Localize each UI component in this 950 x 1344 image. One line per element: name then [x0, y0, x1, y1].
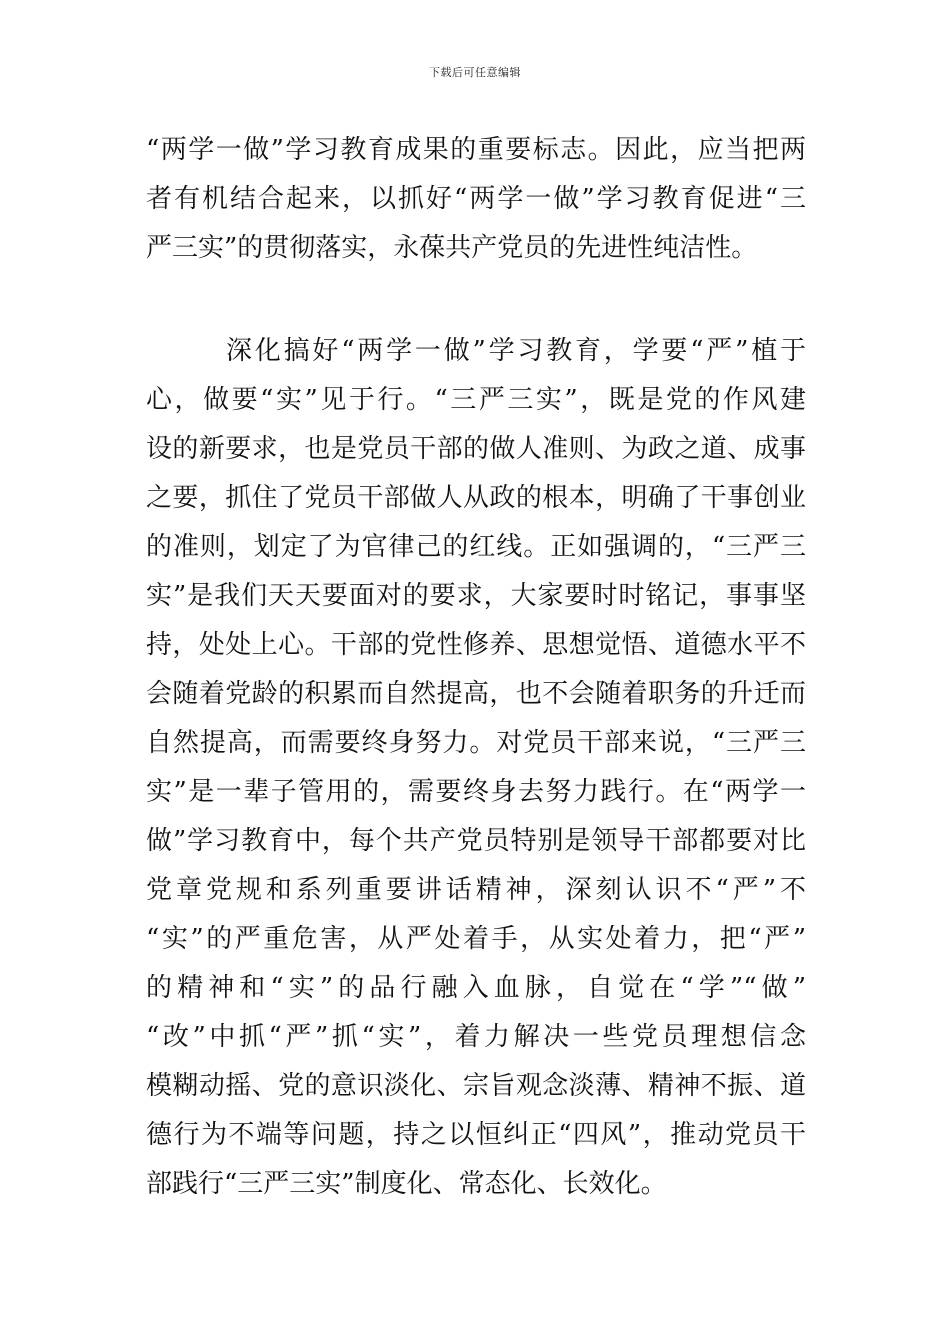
header-note: 下载后可任意编辑: [429, 66, 521, 79]
paragraph-line: 心，做要“实”见于行。“三严三实”，既是党的作风建: [146, 385, 806, 415]
paragraph-line: “改”中抓“严”抓“实”，着力解决一些党员理想信念: [146, 1022, 806, 1052]
paragraph-line: 做”学习教育中，每个共产党员特别是领导干部都要对比: [146, 826, 806, 856]
paragraph-1: [146, 126, 806, 273]
paragraph-line: 自然提高，而需要终身努力。对党员干部来说，“三严三: [146, 728, 806, 758]
paragraph-line: “两学一做”学习教育成果的重要标志。因此，应当把两: [146, 135, 806, 165]
paragraph-line: 者有机结合起来，以抓好“两学一做”学习教育促进“三: [146, 184, 806, 214]
paragraph-line: 部践行“三严三实”制度化、常态化、长效化。: [146, 1169, 667, 1199]
paragraph-line: 深化搞好“两学一做”学习教育，学要“严”植于: [226, 336, 806, 366]
paragraph-line: 德行为不端等问题，持之以恒纠正“四风”，推动党员干: [146, 1120, 806, 1150]
paragraph-line: 会随着党龄的积累而自然提高，也不会随着职务的升迁而: [146, 679, 806, 709]
paragraph-line: 的精神和“实”的品行融入血脉，自觉在“学”“做”: [146, 973, 806, 1003]
paragraph-line: 实”是一辈子管用的，需要终身去努力践行。在“两学一: [146, 777, 806, 807]
paragraph-line: 实”是我们天天要面对的要求，大家要时时铭记，事事坚: [146, 581, 806, 611]
paragraph-2: [146, 327, 806, 1209]
paragraph-line: 党章党规和系列重要讲话精神，深刻认识不“严”不: [146, 875, 806, 905]
paragraph-line: 模糊动摇、党的意识淡化、宗旨观念淡薄、精神不振、道: [146, 1071, 806, 1101]
paragraph-line: 持，处处上心。干部的党性修养、思想觉悟、道德水平不: [146, 630, 806, 660]
paragraph-line: 的准则，划定了为官律己的红线。正如强调的，“三严三: [146, 532, 806, 562]
paragraph-line: 设的新要求，也是党员干部的做人准则、为政之道、成事: [146, 434, 806, 464]
paragraph-line: 之要，抓住了党员干部做人从政的根本，明确了干事创业: [146, 483, 806, 513]
paragraph-line: “实”的严重危害，从严处着手，从实处着力，把“严”: [146, 924, 806, 954]
paragraph-line: 严三实”的贯彻落实，永葆共产党员的先进性纯洁性。: [146, 233, 758, 263]
